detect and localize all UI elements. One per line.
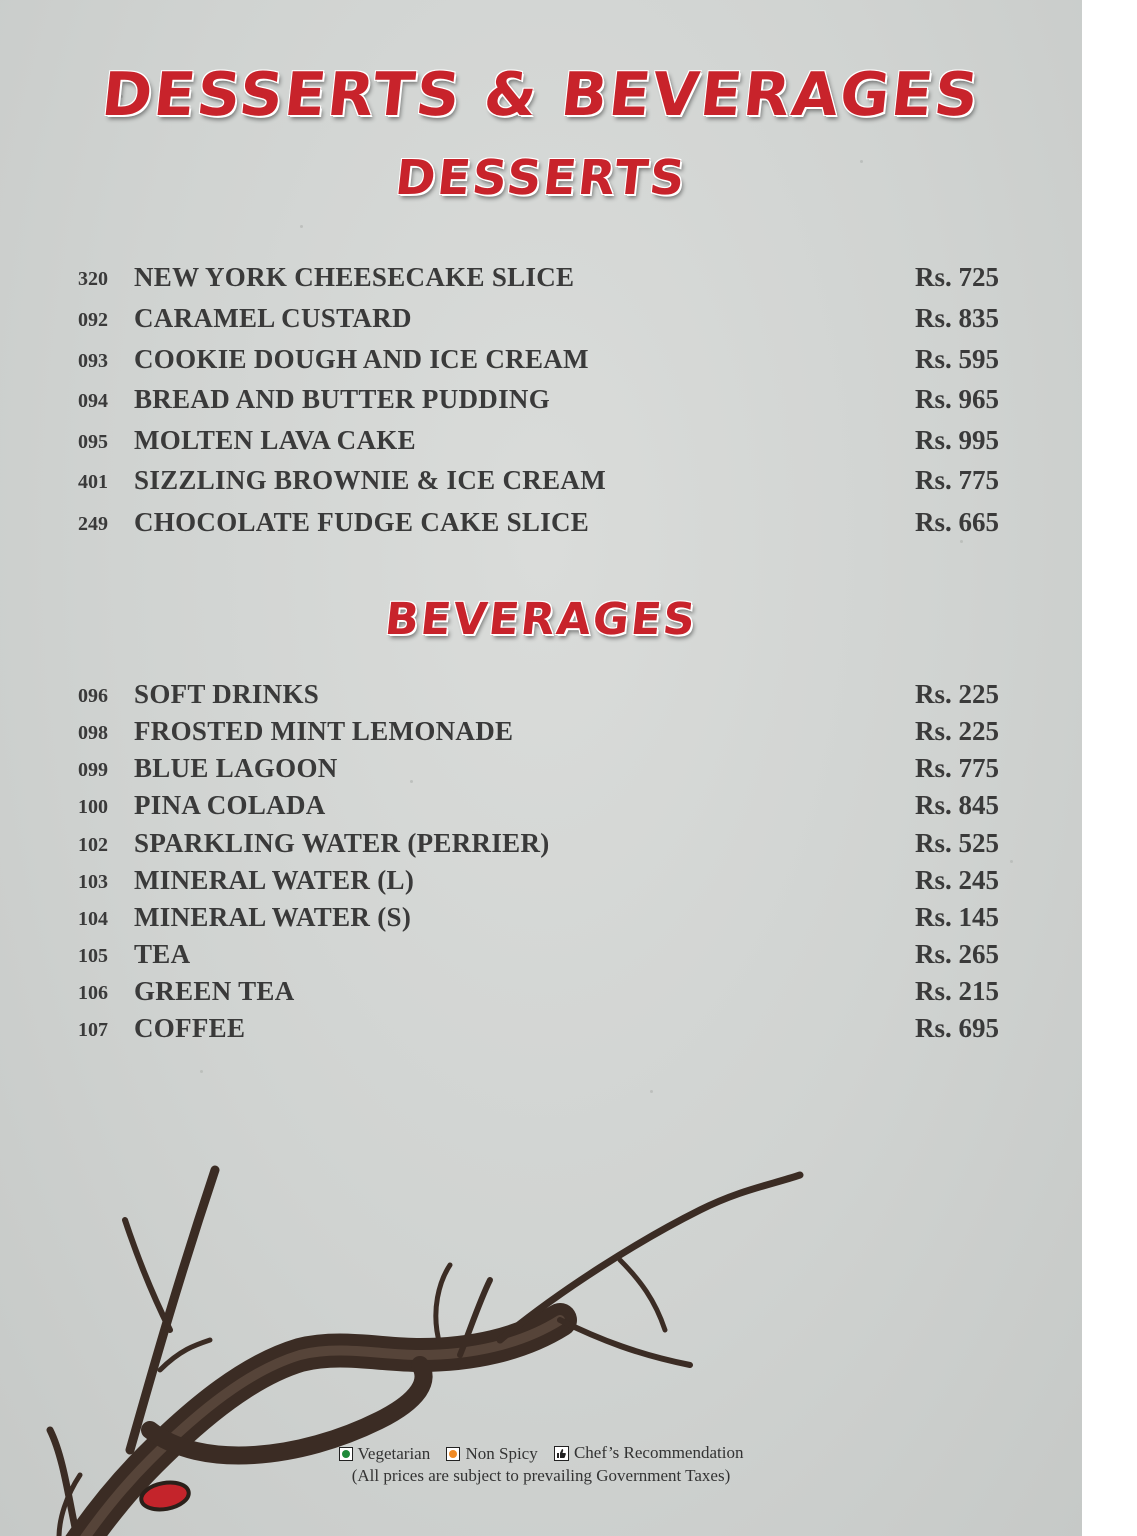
item-price: Rs. 225 (915, 679, 1000, 709)
paper-speck (200, 1070, 203, 1073)
item-code: 249 (78, 513, 108, 535)
item-price: Rs. 525 (915, 828, 1000, 858)
veg-dot-icon (339, 1447, 353, 1461)
menu-item (0, 384, 1082, 420)
thumbs-up-icon (554, 1446, 569, 1461)
tax-note: (All prices are subject to prevailing Government Taxes) (351, 1466, 731, 1485)
legend-chefs-recommendation (554, 1443, 744, 1463)
item-code: 103 (78, 871, 108, 893)
item-name: MINERAL WATER (S) (134, 902, 412, 932)
item-name: NEW YORK CHEESECAKE SLICE (134, 262, 575, 292)
menu-item (0, 262, 1082, 298)
item-code: 104 (78, 908, 108, 930)
beverages-heading: BEVERAGES (382, 594, 700, 645)
item-code: 095 (78, 431, 108, 453)
item-code: 100 (78, 796, 108, 818)
menu-item (0, 865, 1082, 901)
paper-speck (300, 225, 303, 228)
item-name: TEA (134, 939, 191, 969)
item-price: Rs. 835 (915, 303, 1000, 333)
item-name: COFFEE (134, 1013, 246, 1043)
item-code: 092 (78, 309, 108, 331)
item-code: 401 (78, 471, 108, 493)
legend-vegetarian-label: Vegetarian (357, 1443, 431, 1463)
item-code: 106 (78, 982, 108, 1004)
menu-item (0, 790, 1082, 826)
item-price: Rs. 265 (915, 939, 1000, 969)
item-code: 099 (78, 759, 108, 781)
item-price: Rs. 245 (915, 865, 1000, 895)
menu-item (0, 902, 1082, 938)
legend-non-spicy (446, 1444, 537, 1464)
item-price: Rs. 145 (915, 902, 1000, 932)
legend-chefs-recommendation-label: Chef’s Recommendation (573, 1443, 744, 1462)
menu-item (0, 753, 1082, 789)
item-price: Rs. 225 (915, 716, 1000, 746)
menu-item (0, 507, 1082, 543)
item-price: Rs. 775 (915, 753, 1000, 783)
item-code: 320 (78, 268, 108, 290)
item-code: 093 (78, 350, 108, 372)
page-title: DESSERTS & BEVERAGES (98, 60, 984, 130)
item-price: Rs. 845 (915, 790, 1000, 820)
item-code: 098 (78, 722, 108, 744)
paper-speck (650, 1090, 653, 1093)
item-name: CARAMEL CUSTARD (134, 303, 412, 333)
item-name: CHOCOLATE FUDGE CAKE SLICE (134, 507, 590, 537)
menu-item (0, 716, 1082, 752)
menu-item (0, 828, 1082, 864)
item-price: Rs. 995 (915, 425, 1000, 455)
item-code: 094 (78, 390, 108, 412)
menu-item (0, 303, 1082, 339)
item-price: Rs. 665 (915, 507, 1000, 537)
item-name: MOLTEN LAVA CAKE (134, 425, 416, 455)
desserts-heading: DESSERTS (392, 150, 690, 206)
item-price: Rs. 775 (915, 465, 1000, 495)
item-price: Rs. 595 (915, 344, 1000, 374)
item-name: MINERAL WATER (L) (134, 865, 415, 895)
item-name: SPARKLING WATER (PERRIER) (134, 828, 550, 858)
legend-non-spicy-label: Non Spicy (465, 1443, 538, 1463)
menu-item (0, 344, 1082, 380)
non-spicy-dot-icon (446, 1447, 460, 1461)
item-code: 096 (78, 685, 108, 707)
menu-item (0, 1013, 1082, 1049)
item-code: 102 (78, 834, 108, 856)
item-name: BREAD AND BUTTER PUDDING (134, 384, 550, 414)
item-name: PINA COLADA (134, 790, 326, 820)
item-name: SIZZLING BROWNIE & ICE CREAM (134, 465, 606, 495)
menu-item (0, 976, 1082, 1012)
item-name: BLUE LAGOON (134, 753, 338, 783)
menu-item (0, 425, 1082, 461)
legend-vegetarian (339, 1444, 431, 1464)
legend (0, 1443, 1082, 1466)
item-price: Rs. 695 (915, 1013, 1000, 1043)
item-price: Rs. 965 (915, 384, 1000, 414)
menu-item (0, 465, 1082, 501)
menu-item (0, 939, 1082, 975)
item-code: 107 (78, 1019, 108, 1041)
item-price: Rs. 725 (915, 262, 1000, 292)
item-name: FROSTED MINT LEMONADE (134, 716, 514, 746)
menu-item (0, 679, 1082, 715)
item-name: SOFT DRINKS (134, 679, 320, 709)
item-name: GREEN TEA (134, 976, 295, 1006)
item-code: 105 (78, 945, 108, 967)
item-price: Rs. 215 (915, 976, 1000, 1006)
item-name: COOKIE DOUGH AND ICE CREAM (134, 344, 589, 374)
